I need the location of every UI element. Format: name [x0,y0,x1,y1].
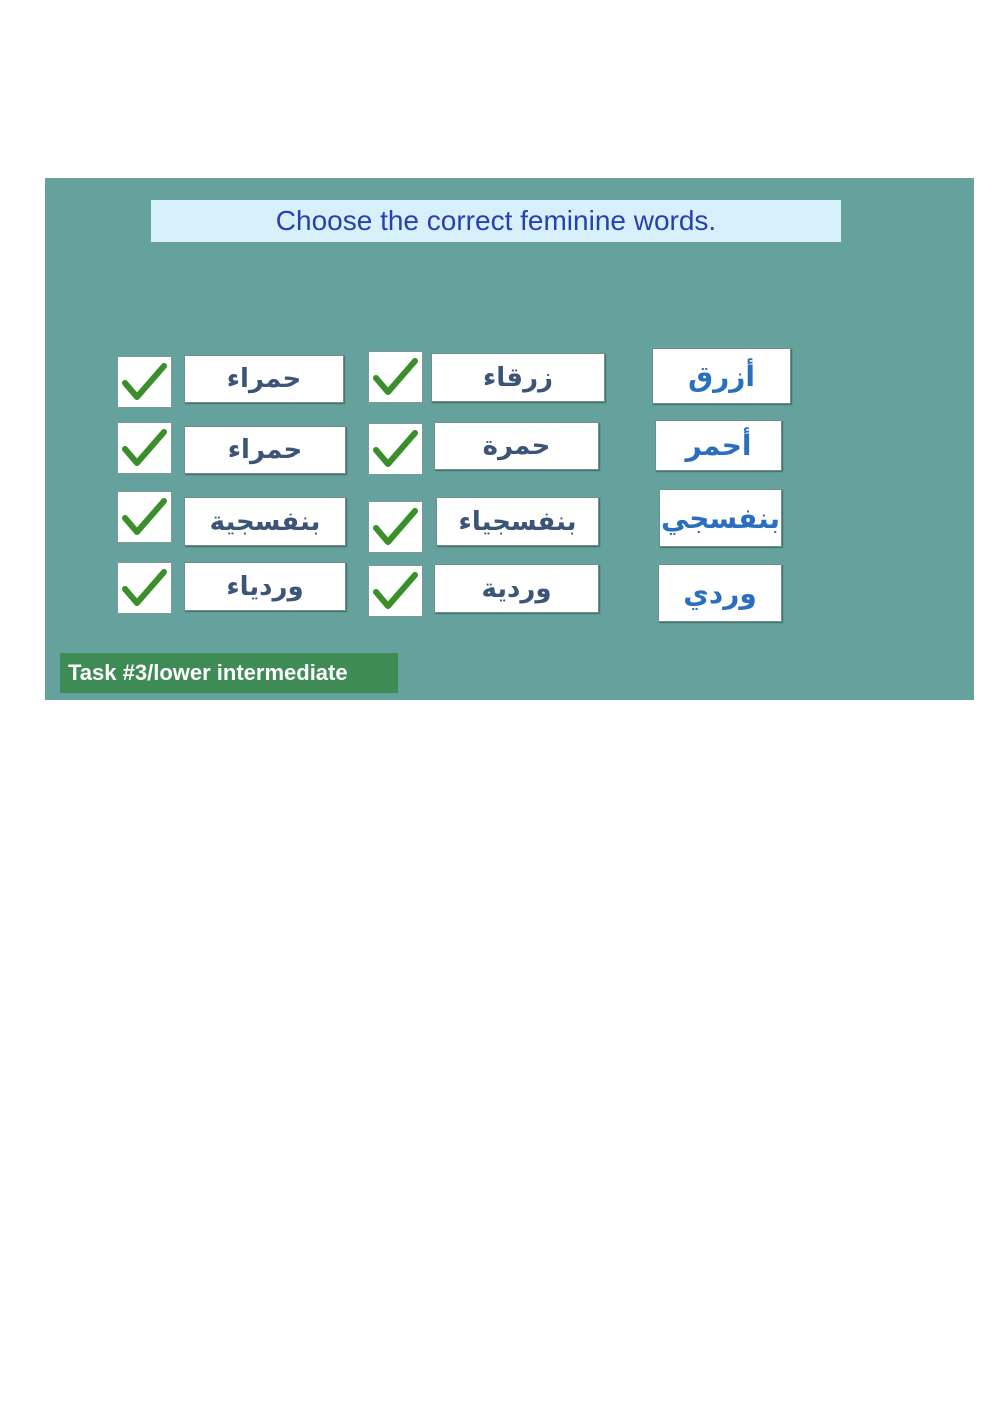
base-word-r4: وردي [658,564,782,622]
checkmark-icon [369,352,422,402]
option-r4-c2[interactable]: وردية [434,564,599,613]
activity-panel [45,178,974,700]
checkbox-r2-c1[interactable] [117,422,172,474]
checkmark-icon [369,566,422,616]
option-r1-c1[interactable]: حمراء [184,355,344,403]
checkbox-r2-c2[interactable] [368,423,423,475]
checkmark-icon [369,424,422,474]
option-r3-c1[interactable]: بنفسجية [184,497,346,546]
checkmark-icon [118,357,171,407]
option-r4-c1[interactable]: ورديا​ء [184,562,346,611]
base-word-r2: أحمر [655,420,782,471]
option-r3-c2[interactable]: بنفسجياء [436,497,599,546]
base-word-r3: بنفسجي [659,489,782,547]
checkbox-r1-c2[interactable] [368,351,423,403]
checkbox-r3-c1[interactable] [117,491,172,543]
checkbox-r1-c1[interactable] [117,356,172,408]
checkbox-r4-c1[interactable] [117,562,172,614]
instruction-title: Choose the correct feminine words. [151,200,841,242]
checkmark-icon [118,492,171,542]
option-r1-c2[interactable]: زرقاء [431,353,605,402]
option-r2-c2[interactable]: حمرة [434,422,599,470]
task-label: Task #3/lower intermediate [60,653,398,693]
checkbox-r4-c2[interactable] [368,565,423,617]
checkmark-icon [118,563,171,613]
checkmark-icon [369,502,422,552]
base-word-r1: أزرق [652,348,791,404]
checkbox-r3-c2[interactable] [368,501,423,553]
option-r2-c1[interactable]: حمراء [184,426,346,474]
checkmark-icon [118,423,171,473]
